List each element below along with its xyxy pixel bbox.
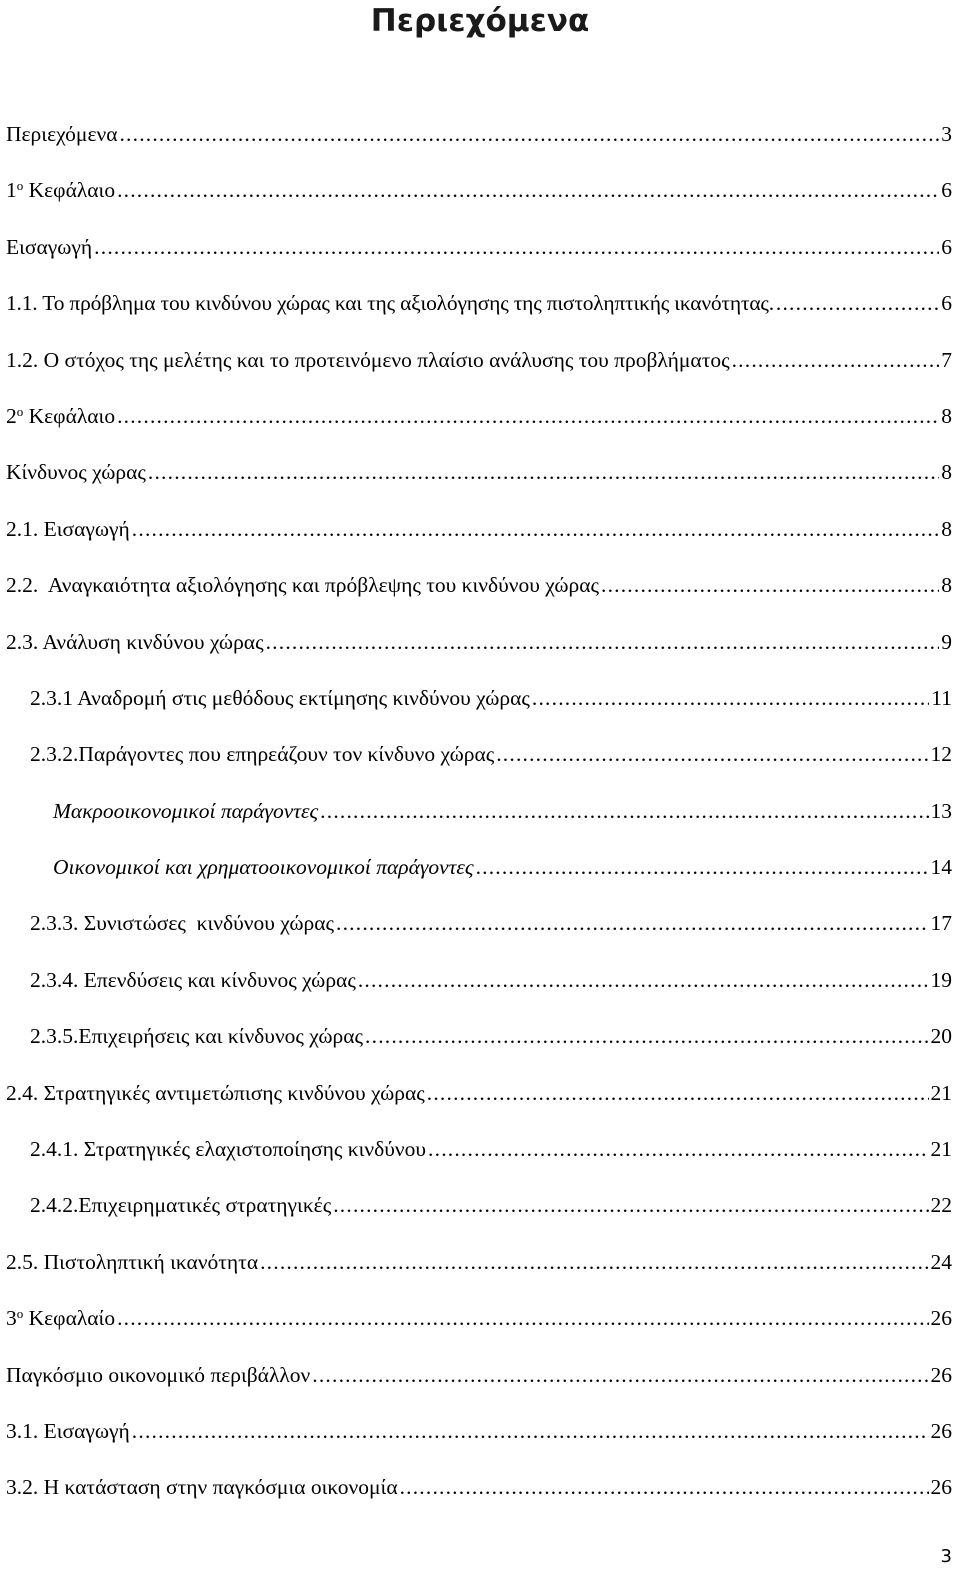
toc-entry-page: 8 [941, 460, 952, 485]
toc-entry[interactable] [6, 231, 952, 287]
toc-entry-text: Κεφαλαίο [23, 1306, 116, 1331]
toc-entry-page: 6 [941, 291, 952, 316]
toc-entry-label [6, 1302, 115, 1334]
toc-entry[interactable] [6, 174, 952, 230]
dot-leader [132, 1415, 929, 1447]
dot-leader [776, 287, 939, 319]
toc-entry-page: 13 [930, 798, 952, 823]
toc-entry[interactable] [6, 1133, 952, 1189]
dot-leader [732, 344, 940, 376]
dot-leader [427, 1077, 929, 1109]
toc-entry-page: 26 [930, 1475, 952, 1500]
dot-leader [365, 1020, 928, 1052]
ordinal-superscript: ο [16, 1306, 24, 1322]
toc-entry[interactable] [6, 569, 952, 625]
dot-leader [358, 964, 929, 996]
toc-entry-text: Κεφάλαιο [23, 403, 116, 428]
toc-entry-label: Μακροοικονομικοί παράγοντες [53, 798, 319, 823]
toc-entry-page: 21 [930, 1080, 952, 1105]
dot-leader [320, 795, 928, 827]
toc-entry-page: 21 [930, 1137, 952, 1162]
toc-entry[interactable] [6, 1471, 952, 1527]
dot-leader [428, 1133, 928, 1165]
toc-entry-label: Παγκόσμιο οικονομικό περιβάλλον [6, 1362, 311, 1387]
toc-entry-page: 24 [930, 1249, 952, 1274]
toc-entry-label [6, 400, 115, 432]
toc-entry[interactable] [6, 400, 952, 456]
toc-entry-page: 6 [941, 178, 952, 203]
toc-entry-page: 26 [930, 1418, 952, 1443]
dot-leader [336, 907, 928, 939]
toc-entry-label: Περιεχόμενα [6, 122, 118, 146]
dot-leader [132, 513, 939, 545]
toc-entry[interactable] [6, 1020, 952, 1076]
toc-entry[interactable] [6, 907, 952, 963]
dot-leader [532, 682, 929, 714]
toc-entry-page: 26 [930, 1362, 952, 1387]
toc-entry-page: 7 [941, 347, 952, 372]
toc-entry-label: 1.1. Το πρόβλημα του κινδύνου χώρας και της αξιολόγησης της πιστοληπτικής ικανότητας. [6, 291, 774, 316]
toc-entry-label: 2.3.5.Επιχειρήσεις και κίνδυνος χώρας [30, 1024, 364, 1049]
ordinal-superscript: ο [16, 178, 24, 194]
toc-entry-page: 8 [941, 516, 952, 541]
dot-leader [400, 1471, 929, 1503]
dot-leader [117, 1302, 928, 1334]
toc-entry[interactable] [6, 738, 952, 794]
toc-entry-label: 2.4.2.Επιχειρηματικές στρατηγικές [30, 1193, 332, 1218]
toc-entry[interactable] [6, 1189, 952, 1245]
toc-entry-label: 2.3.2.Παράγοντες που επηρεάζουν τον κίνδυνο χώρας [30, 742, 495, 767]
toc-entry[interactable] [6, 795, 952, 851]
toc-entry-label: 2.3.1 Αναδρομή στις μεθόδους εκτίμησης κινδύνου χώρας [30, 685, 530, 710]
toc-entry-label: Οικονομικοί και χρηματοοικονομικοί παράγοντες [53, 855, 474, 880]
toc-entry-page: 14 [930, 855, 952, 880]
dot-leader [119, 118, 939, 150]
toc-entry-page: 8 [941, 573, 952, 598]
toc-entry-label: 2.3.4. Επενδύσεις και κίνδυνος χώρας [30, 967, 356, 992]
toc-entry[interactable] [6, 1246, 952, 1302]
toc-entry[interactable] [6, 513, 952, 569]
toc-entry-number: 1 [6, 178, 17, 203]
toc-entry[interactable] [6, 682, 952, 738]
toc-entry-label: 2.5. Πιστοληπτική ικανότητα [6, 1249, 259, 1274]
toc-entry-page: 20 [930, 1024, 952, 1049]
toc-entry-page: 17 [930, 911, 952, 936]
toc-entry-page: 8 [941, 403, 952, 428]
ordinal-superscript: ο [16, 403, 24, 419]
table-of-contents [6, 118, 952, 1528]
dot-leader [601, 569, 939, 601]
toc-entry-label: 3.1. Εισαγωγή [6, 1418, 130, 1443]
toc-entry-label: 2.4. Στρατηγικές αντιμετώπισης κινδύνου χώρας [6, 1080, 425, 1105]
toc-entry[interactable] [6, 456, 952, 512]
toc-entry[interactable] [6, 344, 952, 400]
toc-entry-label: 1.2. Ο στόχος της μελέτης και το προτεινόμενο πλαίσιο ανάλυσης του προβλήματος [6, 347, 730, 372]
dot-leader [333, 1189, 928, 1221]
toc-entry[interactable] [6, 626, 952, 682]
dot-leader [94, 231, 939, 263]
toc-entry-page: 12 [930, 742, 952, 767]
toc-entry-page: 6 [941, 234, 952, 259]
dot-leader [312, 1359, 928, 1391]
toc-entry-page: 26 [930, 1306, 952, 1331]
toc-entry-label: Κίνδυνος χώρας [6, 460, 146, 485]
dot-leader [117, 400, 939, 432]
toc-entry[interactable] [6, 1302, 952, 1358]
toc-entry[interactable] [6, 1415, 952, 1471]
toc-entry-page: 11 [931, 685, 952, 710]
toc-entry-page: 9 [941, 629, 952, 654]
dot-leader [476, 851, 929, 883]
toc-entry[interactable] [6, 1359, 952, 1415]
toc-entry-label: 2.3.3. Συνιστώσες κινδύνου χώρας [30, 911, 335, 936]
toc-entry-label: Εισαγωγή [6, 234, 93, 259]
toc-entry[interactable] [6, 851, 952, 907]
toc-entry[interactable] [6, 118, 952, 174]
toc-entry-label: 2.3. Ανάλυση κινδύνου χώρας [6, 629, 264, 654]
toc-entry-label: 3.2. Η κατάσταση στην παγκόσμια οικονομία [6, 1475, 398, 1500]
dot-leader [496, 738, 928, 770]
toc-entry-page: 19 [930, 967, 952, 992]
toc-entry[interactable] [6, 1077, 952, 1133]
dot-leader [266, 626, 940, 658]
toc-entry-page: 3 [941, 122, 952, 146]
toc-entry-label: 2.2. Αναγκαιότητα αξιολόγησης και πρόβλεψης του κινδύνου χώρας [6, 573, 599, 598]
toc-entry-page: 22 [930, 1193, 952, 1218]
toc-entry[interactable] [6, 964, 952, 1020]
page-title: Περιεχόμενα [370, 3, 590, 39]
toc-entry-number: 2 [6, 403, 17, 428]
page-number: 3 [940, 1546, 952, 1567]
toc-entry-label: 2.4.1. Στρατηγικές ελαχιστοποίησης κινδύνου [30, 1137, 427, 1162]
toc-entry-label [6, 174, 115, 206]
toc-entry-text: Κεφάλαιο [23, 178, 116, 203]
toc-entry[interactable] [6, 287, 952, 343]
dot-leader [148, 456, 939, 488]
toc-entry-number: 3 [6, 1306, 17, 1331]
dot-leader [260, 1246, 928, 1278]
dot-leader [117, 174, 939, 206]
toc-entry-label: 2.1. Εισαγωγή [6, 516, 130, 541]
